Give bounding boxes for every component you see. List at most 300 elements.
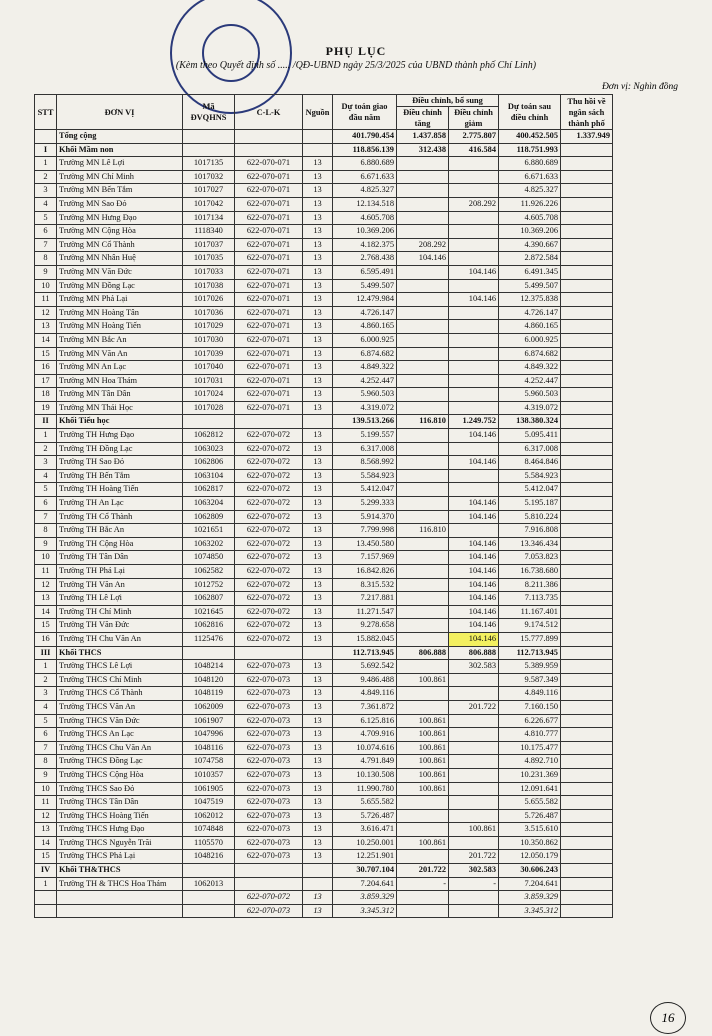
- cell-nguon: 13: [303, 320, 333, 334]
- table-row: [35, 687, 613, 701]
- cell-clk: [235, 877, 303, 891]
- cell-clk: 622-070-072: [235, 605, 303, 619]
- cell-sau: 16.738.680: [499, 565, 561, 579]
- cell-ma: 1063202: [183, 537, 235, 551]
- cell-thuhoi: [561, 497, 613, 511]
- cell-sau: 400.452.505: [499, 130, 561, 144]
- cell-nguon: 13: [303, 592, 333, 606]
- cell-tang: [397, 592, 449, 606]
- cell-thuhoi: [561, 279, 613, 293]
- cell-giam: 201.722: [449, 850, 499, 864]
- cell-clk: 622-070-071: [235, 401, 303, 415]
- cell-ma: 1074758: [183, 755, 235, 769]
- cell-tang: [397, 279, 449, 293]
- table-row: [35, 388, 613, 402]
- cell-sau: 5.412.047: [499, 483, 561, 497]
- cell-dt: 6.317.008: [333, 442, 397, 456]
- cell-clk: [235, 864, 303, 878]
- cell-sau: 8.464.846: [499, 456, 561, 470]
- cell-stt: 6: [35, 225, 57, 239]
- cell-tang: [397, 823, 449, 837]
- cell-tang: [397, 510, 449, 524]
- cell-nguon: 13: [303, 714, 333, 728]
- cell-name: [57, 904, 183, 918]
- cell-stt: 1: [35, 877, 57, 891]
- cell-tang: [397, 469, 449, 483]
- cell-tang: [397, 265, 449, 279]
- cell-tang: [397, 211, 449, 225]
- cell-clk: 622-070-071: [235, 184, 303, 198]
- cell-thuhoi: [561, 265, 613, 279]
- table-row: [35, 442, 613, 456]
- cell-dt: 12.479.984: [333, 293, 397, 307]
- cell-tang: [397, 184, 449, 198]
- cell-nguon: [303, 864, 333, 878]
- cell-giam: [449, 170, 499, 184]
- cell-dt: 11.271.547: [333, 605, 397, 619]
- cell-nguon: 13: [303, 782, 333, 796]
- cell-tang: [397, 347, 449, 361]
- cell-stt: 9: [35, 537, 57, 551]
- cell-thuhoi: [561, 361, 613, 375]
- cell-stt: 12: [35, 306, 57, 320]
- cell-clk: 622-070-071: [235, 388, 303, 402]
- cell-thuhoi: [561, 184, 613, 198]
- cell-clk: 622-070-072: [235, 551, 303, 565]
- cell-name: Trường MN Văn An: [57, 347, 183, 361]
- cell-thuhoi: [561, 741, 613, 755]
- cell-sau: 12.375.838: [499, 293, 561, 307]
- cell-name: Tổng cộng: [57, 130, 183, 144]
- cell-sau: 13.346.434: [499, 537, 561, 551]
- cell-tang: 100.861: [397, 836, 449, 850]
- cell-ma: [183, 143, 235, 157]
- cell-giam: [449, 361, 499, 375]
- cell-name: Trường TH Bến Tắm: [57, 469, 183, 483]
- cell-nguon: 13: [303, 429, 333, 443]
- cell-dt: 10.250.001: [333, 836, 397, 850]
- cell-name: Trường THCS Tân Dân: [57, 796, 183, 810]
- cell-sau: 10.231.369: [499, 768, 561, 782]
- cell-giam: [449, 469, 499, 483]
- cell-sau: 8.211.386: [499, 578, 561, 592]
- table-row: [35, 483, 613, 497]
- col-stt: STT: [35, 95, 57, 130]
- cell-ma: 1017038: [183, 279, 235, 293]
- cell-clk: 622-070-073: [235, 768, 303, 782]
- cell-dt: 4.825.327: [333, 184, 397, 198]
- table-row: [35, 850, 613, 864]
- cell-ma: [183, 864, 235, 878]
- cell-name: Trường MN Hoa Thám: [57, 374, 183, 388]
- cell-ma: 1017037: [183, 238, 235, 252]
- cell-name: Trường TH Cộng Hòa: [57, 537, 183, 551]
- cell-dt: 5.299.333: [333, 497, 397, 511]
- cell-ma: 1125476: [183, 632, 235, 646]
- cell-sau: 11.167.401: [499, 605, 561, 619]
- cell-thuhoi: [561, 252, 613, 266]
- table-row: [35, 891, 613, 905]
- cell-thuhoi: [561, 904, 613, 918]
- cell-nguon: 13: [303, 809, 333, 823]
- cell-giam: [449, 891, 499, 905]
- cell-sau: 6.874.682: [499, 347, 561, 361]
- cell-dt: 7.204.641: [333, 877, 397, 891]
- cell-nguon: 13: [303, 565, 333, 579]
- cell-ma: 1063023: [183, 442, 235, 456]
- cell-clk: 622-070-073: [235, 700, 303, 714]
- cell-tang: [397, 632, 449, 646]
- cell-sau: 4.825.327: [499, 184, 561, 198]
- cell-dt: 16.842.826: [333, 565, 397, 579]
- cell-nguon: 13: [303, 891, 333, 905]
- cell-clk: 622-070-072: [235, 891, 303, 905]
- cell-stt: 15: [35, 347, 57, 361]
- cell-thuhoi: [561, 660, 613, 674]
- table-row: [35, 456, 613, 470]
- cell-name: Trường TH Sao Đỏ: [57, 456, 183, 470]
- cell-giam: [449, 728, 499, 742]
- cell-stt: 7: [35, 510, 57, 524]
- cell-tang: 100.861: [397, 673, 449, 687]
- cell-giam: 201.722: [449, 700, 499, 714]
- cell-stt: 6: [35, 497, 57, 511]
- cell-sau: 15.777.899: [499, 632, 561, 646]
- cell-sau: 4.252.447: [499, 374, 561, 388]
- cell-name: Trường TH Đồng Lạc: [57, 442, 183, 456]
- cell-ma: 1047519: [183, 796, 235, 810]
- cell-sau: 12.050.179: [499, 850, 561, 864]
- cell-thuhoi: [561, 401, 613, 415]
- cell-clk: 622-070-072: [235, 565, 303, 579]
- table-row: [35, 877, 613, 891]
- cell-nguon: 13: [303, 700, 333, 714]
- cell-tang: [397, 497, 449, 511]
- cell-ma: 1017035: [183, 252, 235, 266]
- cell-thuhoi: [561, 170, 613, 184]
- cell-stt: 2: [35, 170, 57, 184]
- cell-giam: [449, 796, 499, 810]
- cell-nguon: [303, 143, 333, 157]
- cell-dt: 15.882.045: [333, 632, 397, 646]
- cell-thuhoi: [561, 388, 613, 402]
- cell-ma: 1017029: [183, 320, 235, 334]
- cell-nguon: 13: [303, 197, 333, 211]
- cell-nguon: 13: [303, 374, 333, 388]
- cell-name: Trường MN Nhân Huệ: [57, 252, 183, 266]
- table-row: [35, 197, 613, 211]
- cell-nguon: 13: [303, 660, 333, 674]
- cell-tang: 100.861: [397, 755, 449, 769]
- cell-sau: 10.369.206: [499, 225, 561, 239]
- cell-clk: 622-070-071: [235, 333, 303, 347]
- table-row: [35, 238, 613, 252]
- cell-dt: 6.880.689: [333, 157, 397, 171]
- cell-name: Trường TH Hưng Đạo: [57, 429, 183, 443]
- cell-ma: 1048120: [183, 673, 235, 687]
- cell-clk: 622-070-073: [235, 741, 303, 755]
- cell-dt: 6.125.816: [333, 714, 397, 728]
- cell-giam: [449, 347, 499, 361]
- cell-tang: [397, 565, 449, 579]
- cell-stt: 7: [35, 741, 57, 755]
- cell-name: Trường TH Hoàng Tiến: [57, 483, 183, 497]
- cell-sau: 118.751.993: [499, 143, 561, 157]
- cell-tang: [397, 537, 449, 551]
- cell-stt: 3: [35, 184, 57, 198]
- col-tang: Điều chỉnh tăng: [397, 107, 449, 130]
- cell-name: Khối Tiểu học: [57, 415, 183, 429]
- table-row: [35, 768, 613, 782]
- cell-sau: 4.849.116: [499, 687, 561, 701]
- cell-dt: 4.252.447: [333, 374, 397, 388]
- cell-stt: 11: [35, 565, 57, 579]
- cell-stt: 11: [35, 796, 57, 810]
- cell-thuhoi: [561, 714, 613, 728]
- cell-thuhoi: [561, 619, 613, 633]
- cell-giam: [449, 442, 499, 456]
- cell-tang: [397, 374, 449, 388]
- table-row: [35, 660, 613, 674]
- cell-nguon: 13: [303, 687, 333, 701]
- cell-ma: 1017032: [183, 170, 235, 184]
- cell-giam: 104.146: [449, 551, 499, 565]
- cell-stt: 1: [35, 157, 57, 171]
- cell-clk: 622-070-071: [235, 374, 303, 388]
- cell-name: Trường TH Chí Minh: [57, 605, 183, 619]
- cell-giam: [449, 374, 499, 388]
- cell-tang: [397, 401, 449, 415]
- cell-sau: 7.916.808: [499, 524, 561, 538]
- cell-giam: [449, 401, 499, 415]
- cell-stt: 16: [35, 632, 57, 646]
- cell-sau: 6.491.345: [499, 265, 561, 279]
- cell-thuhoi: [561, 836, 613, 850]
- table-row: [35, 578, 613, 592]
- cell-stt: 3: [35, 456, 57, 470]
- cell-tang: [397, 361, 449, 375]
- cell-name: Trường THCS Văn An: [57, 700, 183, 714]
- table-row: [35, 632, 613, 646]
- cell-tang: 116.810: [397, 415, 449, 429]
- cell-name: Trường THCS Văn Đức: [57, 714, 183, 728]
- cell-ma: 1017024: [183, 388, 235, 402]
- cell-sau: 4.810.777: [499, 728, 561, 742]
- cell-ma: 1048116: [183, 741, 235, 755]
- cell-stt: 10: [35, 782, 57, 796]
- cell-giam: [449, 238, 499, 252]
- cell-thuhoi: [561, 197, 613, 211]
- cell-nguon: 13: [303, 333, 333, 347]
- cell-thuhoi: [561, 592, 613, 606]
- cell-sau: 3.515.610: [499, 823, 561, 837]
- cell-clk: 622-070-072: [235, 578, 303, 592]
- cell-clk: 622-070-071: [235, 265, 303, 279]
- cell-sau: 5.655.582: [499, 796, 561, 810]
- cell-dt: 6.595.491: [333, 265, 397, 279]
- cell-giam: 104.146: [449, 429, 499, 443]
- cell-clk: 622-070-073: [235, 714, 303, 728]
- cell-clk: 622-070-073: [235, 673, 303, 687]
- cell-ma: 1061905: [183, 782, 235, 796]
- cell-ma: 1062816: [183, 619, 235, 633]
- cell-clk: 622-070-073: [235, 755, 303, 769]
- cell-dt: 6.000.925: [333, 333, 397, 347]
- cell-thuhoi: [561, 469, 613, 483]
- cell-nguon: 13: [303, 524, 333, 538]
- cell-nguon: 13: [303, 469, 333, 483]
- table-row: [35, 157, 613, 171]
- cell-ma: 1063204: [183, 497, 235, 511]
- cell-name: Trường TH Chu Văn An: [57, 632, 183, 646]
- cell-giam: [449, 809, 499, 823]
- cell-clk: [235, 415, 303, 429]
- cell-dt: 13.450.580: [333, 537, 397, 551]
- table-row: [35, 469, 613, 483]
- cell-sau: 2.872.584: [499, 252, 561, 266]
- cell-sau: 138.380.324: [499, 415, 561, 429]
- cell-stt: IV: [35, 864, 57, 878]
- section-row: [35, 646, 613, 660]
- cell-stt: 15: [35, 850, 57, 864]
- table-row: [35, 170, 613, 184]
- cell-sau: 5.195.187: [499, 497, 561, 511]
- cell-thuhoi: [561, 755, 613, 769]
- table-row: [35, 823, 613, 837]
- cell-stt: 13: [35, 823, 57, 837]
- cell-name: Trường MN An Lạc: [57, 361, 183, 375]
- cell-thuhoi: 1.337.949: [561, 130, 613, 144]
- cell-giam: 416.584: [449, 143, 499, 157]
- cell-nguon: 13: [303, 836, 333, 850]
- cell-sau: 4.726.147: [499, 306, 561, 320]
- cell-dt: 10.369.206: [333, 225, 397, 239]
- cell-stt: 16: [35, 361, 57, 375]
- table-row: [35, 252, 613, 266]
- cell-tang: [397, 700, 449, 714]
- cell-tang: 100.861: [397, 714, 449, 728]
- cell-sau: 5.499.507: [499, 279, 561, 293]
- table-row: [35, 497, 613, 511]
- cell-stt: 8: [35, 252, 57, 266]
- cell-dt: 5.726.487: [333, 809, 397, 823]
- col-du-toan-sau: Dự toán sau điều chỉnh: [499, 95, 561, 130]
- cell-ma: 1118340: [183, 225, 235, 239]
- cell-nguon: 13: [303, 728, 333, 742]
- cell-ma: 1062806: [183, 456, 235, 470]
- cell-nguon: [303, 877, 333, 891]
- cell-thuhoi: [561, 605, 613, 619]
- cell-sau: 6.226.677: [499, 714, 561, 728]
- cell-tang: -: [397, 877, 449, 891]
- cell-clk: 622-070-073: [235, 782, 303, 796]
- cell-sau: 4.860.165: [499, 320, 561, 334]
- cell-ma: 1017033: [183, 265, 235, 279]
- cell-giam: [449, 252, 499, 266]
- table-header: [35, 95, 613, 130]
- cell-stt: 17: [35, 374, 57, 388]
- cell-ma: 1017026: [183, 293, 235, 307]
- cell-tang: [397, 197, 449, 211]
- cell-sau: 7.204.641: [499, 877, 561, 891]
- cell-name: Khối TH&THCS: [57, 864, 183, 878]
- table-row: [35, 524, 613, 538]
- cell-sau: 6.000.925: [499, 333, 561, 347]
- cell-tang: 201.722: [397, 864, 449, 878]
- cell-giam: [449, 782, 499, 796]
- cell-giam: 104.146: [449, 605, 499, 619]
- cell-giam: [449, 836, 499, 850]
- cell-tang: [397, 320, 449, 334]
- cell-stt: 10: [35, 279, 57, 293]
- cell-ma: 1017134: [183, 211, 235, 225]
- table-row: [35, 265, 613, 279]
- cell-stt: 2: [35, 442, 57, 456]
- cell-name: Trường MN Hoàng Tân: [57, 306, 183, 320]
- cell-name: Trường THCS Sao Đỏ: [57, 782, 183, 796]
- cell-name: Trường MN Chí Minh: [57, 170, 183, 184]
- cell-nguon: 13: [303, 497, 333, 511]
- cell-giam: -: [449, 877, 499, 891]
- cell-giam: 208.292: [449, 197, 499, 211]
- cell-tang: [397, 225, 449, 239]
- cell-ma: [183, 415, 235, 429]
- cell-tang: 312.438: [397, 143, 449, 157]
- cell-giam: 104.146: [449, 456, 499, 470]
- cell-thuhoi: [561, 796, 613, 810]
- cell-tang: [397, 850, 449, 864]
- col-nguon: Nguồn: [303, 95, 333, 130]
- cell-stt: 15: [35, 619, 57, 633]
- cell-name: Trường THCS Nguyễn Trãi: [57, 836, 183, 850]
- cell-thuhoi: [561, 510, 613, 524]
- cell-nguon: 13: [303, 823, 333, 837]
- cell-sau: 30.606.243: [499, 864, 561, 878]
- cell-name: Trường MN Thái Học: [57, 401, 183, 415]
- cell-giam: 104.146: [449, 592, 499, 606]
- table-row: [35, 809, 613, 823]
- table-row: [35, 320, 613, 334]
- cell-clk: 622-070-071: [235, 347, 303, 361]
- cell-ma: 1061907: [183, 714, 235, 728]
- table-row: [35, 565, 613, 579]
- cell-name: Trường TH Lê Lợi: [57, 592, 183, 606]
- cell-tang: [397, 551, 449, 565]
- cell-ma: 1021651: [183, 524, 235, 538]
- cell-tang: [397, 578, 449, 592]
- cell-clk: 622-070-073: [235, 796, 303, 810]
- cell-sau: 7.160.150: [499, 700, 561, 714]
- cell-sau: 6.317.008: [499, 442, 561, 456]
- cell-clk: 622-070-073: [235, 687, 303, 701]
- cell-tang: [397, 605, 449, 619]
- cell-clk: 622-070-072: [235, 497, 303, 511]
- cell-thuhoi: [561, 456, 613, 470]
- cell-name: Trường THCS An Lạc: [57, 728, 183, 742]
- cell-giam: [449, 279, 499, 293]
- cell-ma: 1062807: [183, 592, 235, 606]
- table-row: [35, 374, 613, 388]
- cell-tang: 100.861: [397, 782, 449, 796]
- cell-giam: [449, 768, 499, 782]
- cell-tang: [397, 293, 449, 307]
- cell-thuhoi: [561, 320, 613, 334]
- cell-tang: [397, 170, 449, 184]
- cell-dt: 5.960.503: [333, 388, 397, 402]
- cell-ma: [183, 891, 235, 905]
- cell-thuhoi: [561, 225, 613, 239]
- table-row: [35, 537, 613, 551]
